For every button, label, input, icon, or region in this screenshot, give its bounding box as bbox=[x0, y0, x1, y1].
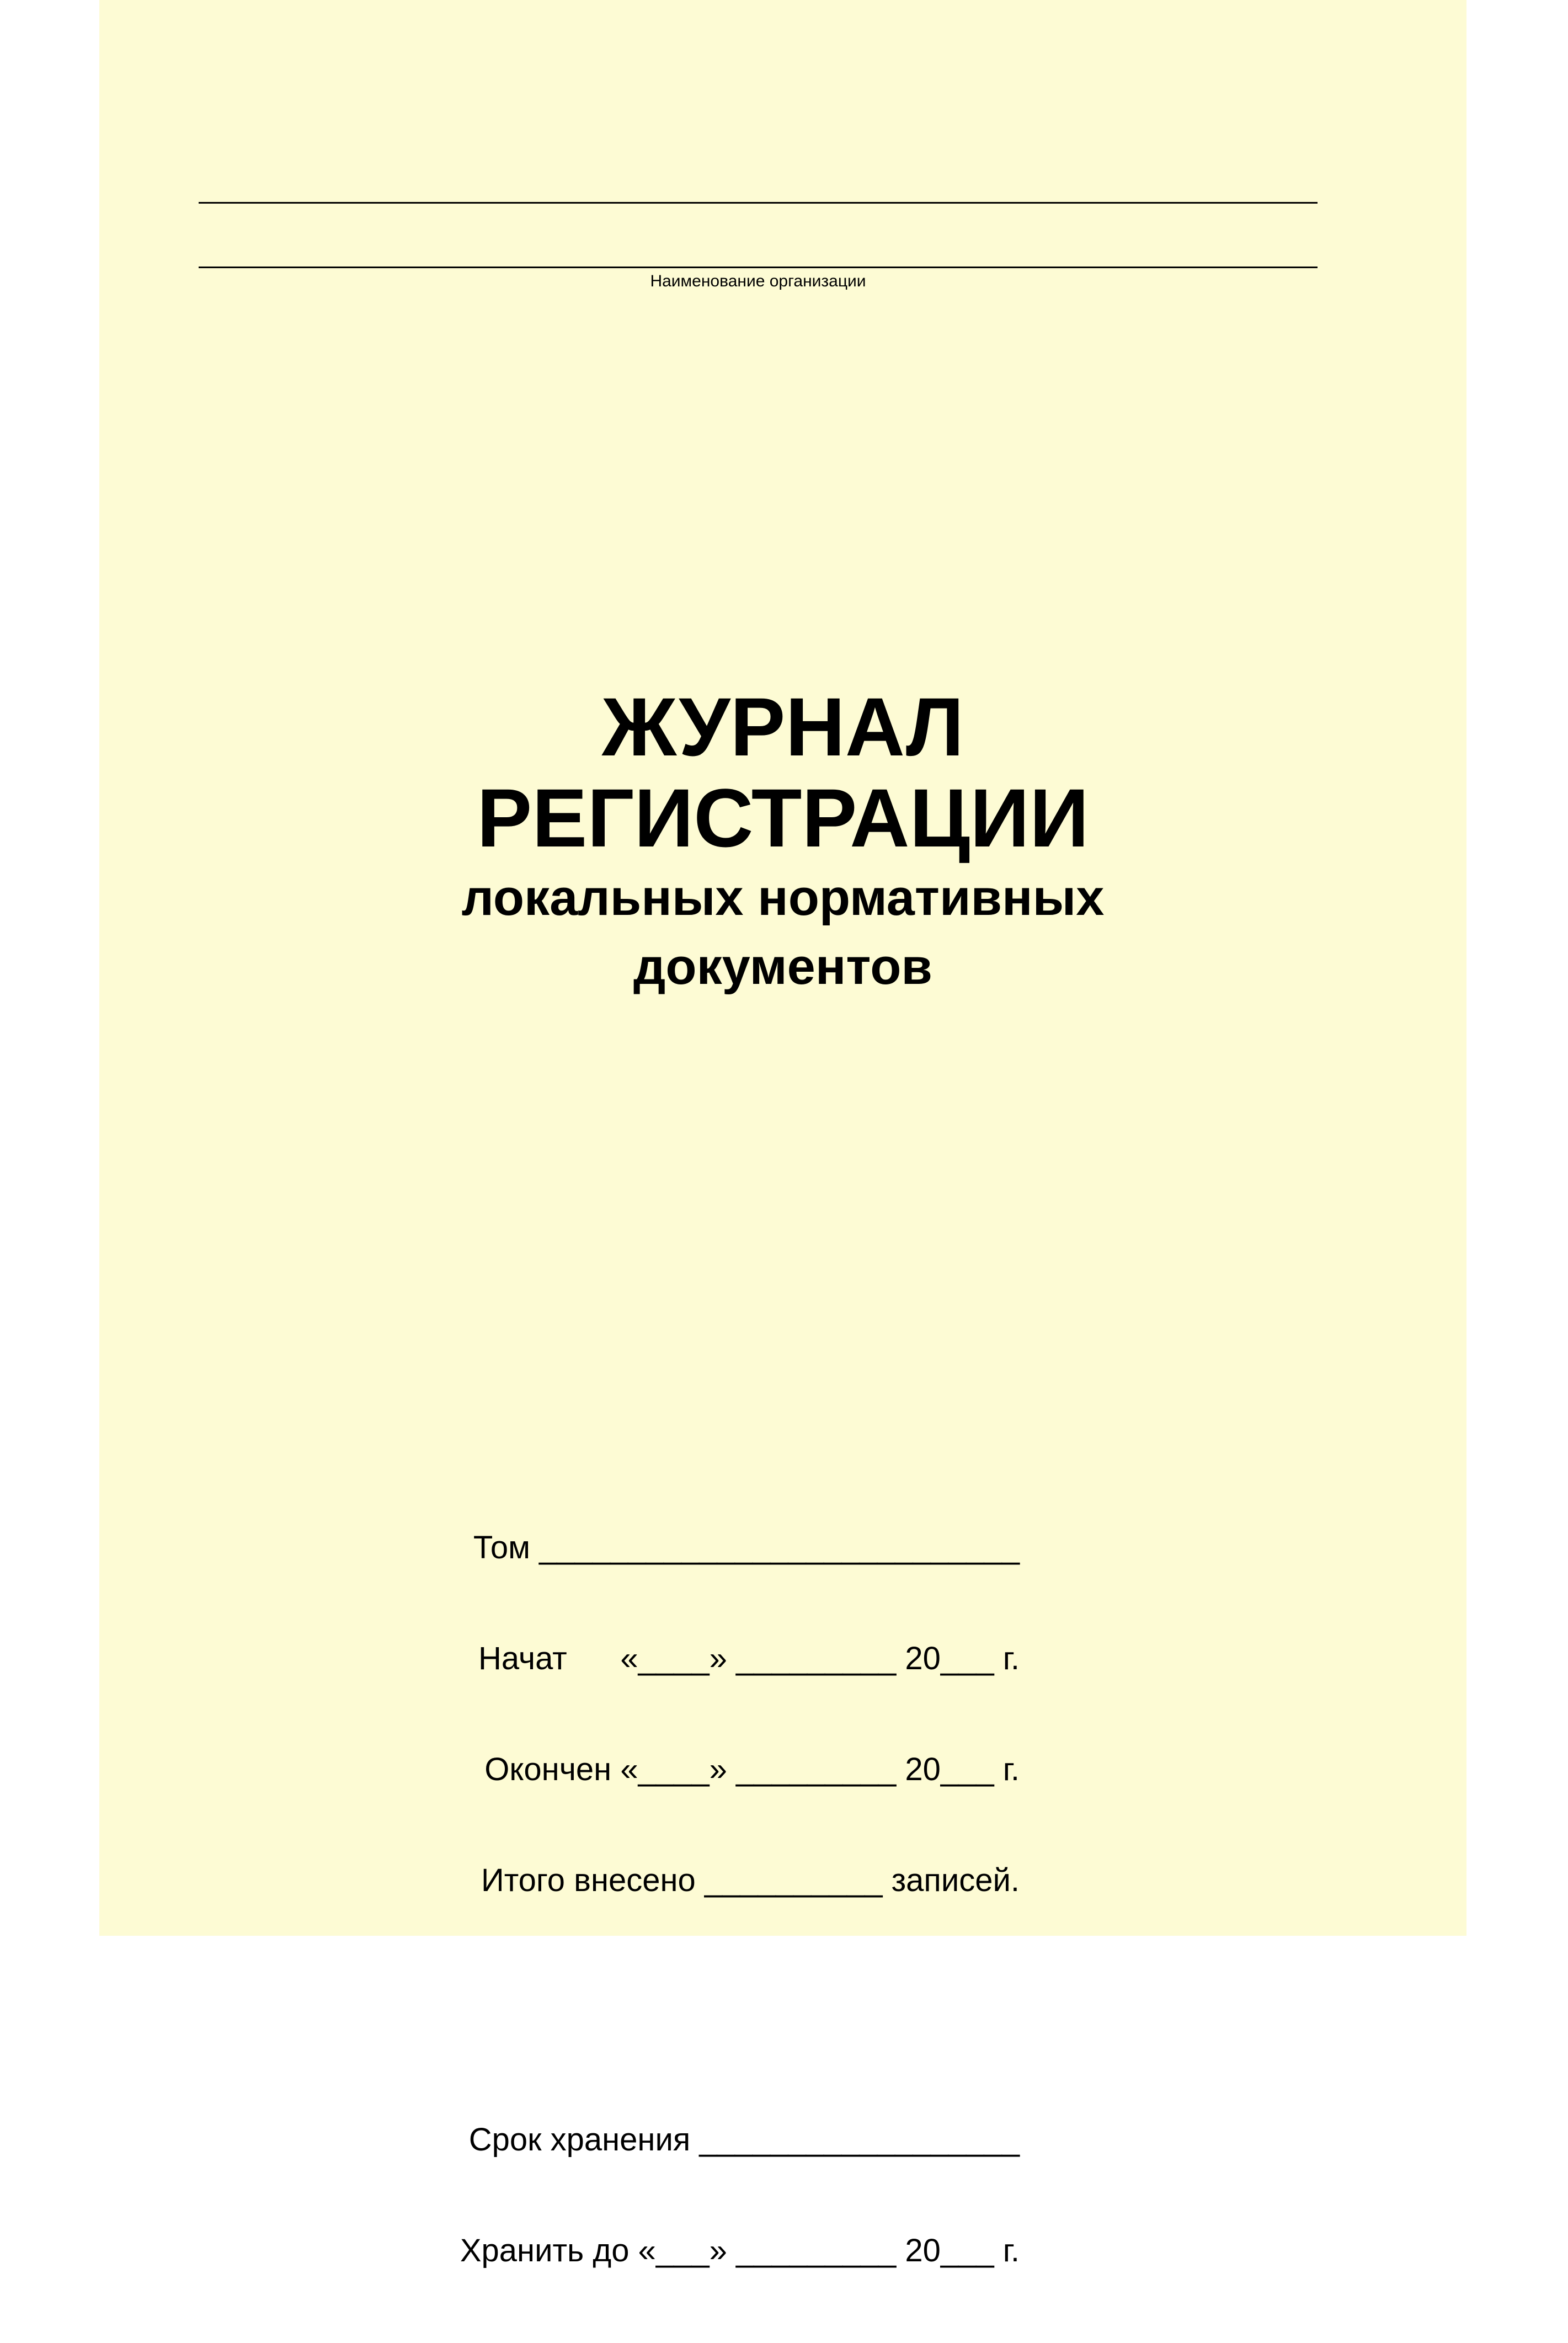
record-fields bbox=[460, 1455, 1020, 2343]
org-name-line-2 bbox=[199, 267, 1318, 268]
volume-field: Том ___________________________ bbox=[473, 1530, 1020, 1565]
total-entries-field: Итого внесено __________ записей. bbox=[481, 1862, 1020, 1898]
keep-until-field: Хранить до «___» _________ 20___ г. bbox=[460, 2233, 1020, 2269]
title-line-1: ЖУРНАЛ bbox=[601, 680, 964, 773]
finished-field: Окончен «____» _________ 20___ г. bbox=[484, 1751, 1020, 1787]
started-field: Начат «____» _________ 20___ г. bbox=[478, 1641, 1020, 1676]
title-block bbox=[99, 681, 1466, 1002]
fields-gap bbox=[460, 1973, 1020, 2047]
org-name-caption: Наименование организации bbox=[650, 272, 866, 290]
subtitle-line-2: документов bbox=[633, 939, 932, 995]
title-line-2: РЕГИСТРАЦИИ bbox=[477, 771, 1089, 864]
subtitle-line-1: локальных нормативных bbox=[461, 870, 1105, 926]
retention-period-field: Срок хранения __________________ bbox=[468, 2122, 1020, 2158]
org-name-line-1 bbox=[199, 202, 1318, 204]
journal-cover bbox=[99, 0, 1466, 2269]
